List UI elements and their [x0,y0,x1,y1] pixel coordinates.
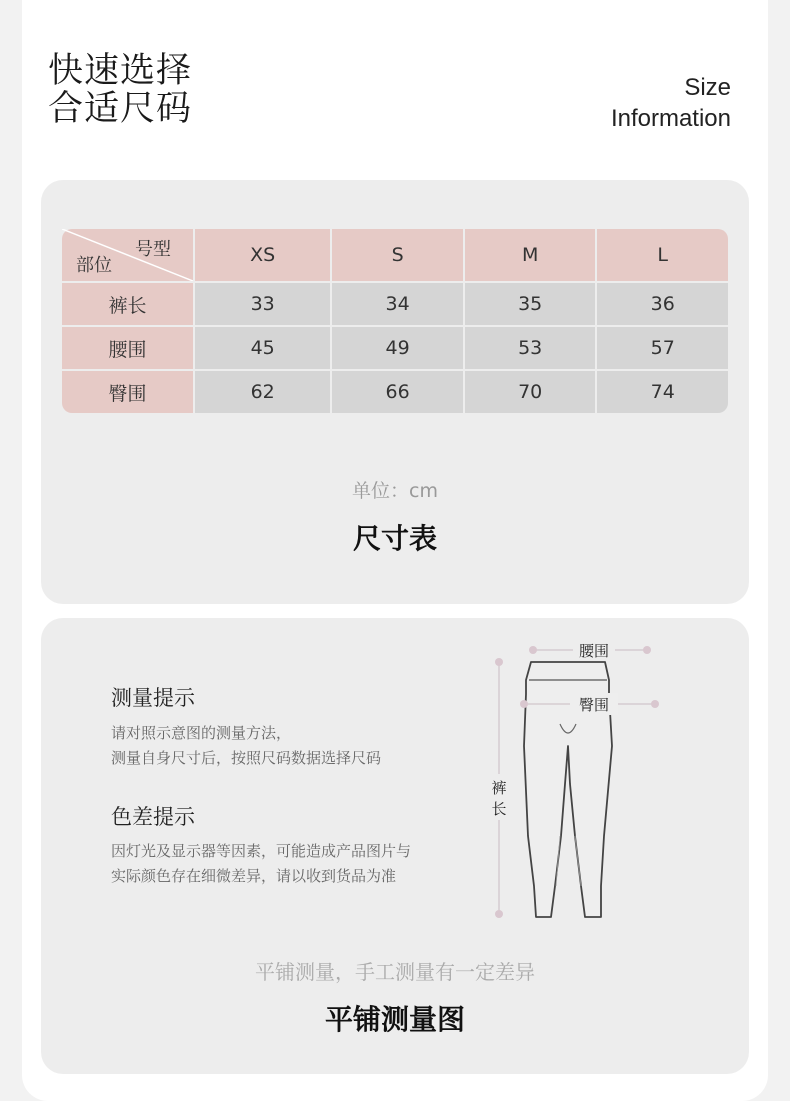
flat-measure-note: 平铺测量，手工测量有一定差异 [255,960,535,984]
color-tip-text [111,839,411,889]
table-cell: 53 [465,327,596,371]
table-row [62,283,728,327]
size-header-l: L [597,229,728,283]
color-tip-heading: 色差提示 [111,805,195,829]
row-label-waist: 腰围 [62,327,193,371]
flat-measure-title: 平铺测量图 [324,1003,465,1036]
page-title [48,52,192,128]
table-cell: 35 [465,283,596,327]
hip-dot-left [520,700,528,708]
measure-tip-line-2: 测量自身尺寸后，按照尺码数据选择尺码 [111,749,382,767]
length-dot-top [495,658,503,666]
table-cell: 36 [597,283,728,327]
length-dot-bottom [495,910,503,918]
subtitle-line-2: Information [610,105,731,132]
table-cell: 70 [465,371,596,413]
size-table-panel [41,180,749,604]
row-label-length: 裤长 [62,283,193,327]
table-cell: 66 [332,371,463,413]
table-cell: 45 [195,327,330,371]
size-header-s: S [332,229,463,283]
table-row [62,327,728,371]
measure-tip-heading: 测量提示 [111,686,195,710]
corner-cell [62,229,193,283]
waist-dot-right [643,646,651,654]
color-tip-line-2: 实际颜色存在细微差异，请以收到货品为准 [111,867,397,885]
title-line-1: 快速选择 [48,51,193,91]
length-label-2: 长 [491,800,507,818]
table-cell: 62 [195,371,330,413]
measure-tip-text [111,721,381,771]
color-tip-line-1: 因灯光及显示器等因素，可能造成产品图片与 [111,842,412,860]
measure-tip-line-1: 请对照示意图的测量方法， [111,724,292,742]
size-header-xs: XS [195,229,330,283]
leggings-diagram [481,636,681,926]
size-header-m: M [465,229,596,283]
hip-dot-right [651,700,659,708]
table-cell: 57 [597,327,728,371]
length-label-1: 裤 [491,779,507,797]
corner-part-label: 部位 [76,255,112,276]
hip-label: 臀围 [578,696,610,714]
tips-panel [41,618,749,1074]
unit-note: 单位：cm [352,480,438,502]
table-cell: 34 [332,283,463,327]
table-cell: 49 [332,327,463,371]
size-chart-title: 尺寸表 [352,522,437,555]
waist-dot-left [529,646,537,654]
table-cell: 74 [597,371,728,413]
waist-label: 腰围 [578,642,610,660]
table-row [62,371,728,413]
size-table [60,229,730,413]
subtitle-line-1: Size [684,74,731,101]
page-subtitle [611,72,731,134]
corner-size-label: 号型 [135,239,171,260]
size-header-row [62,229,728,283]
title-line-2: 合适尺码 [48,89,193,129]
row-label-hip: 臀围 [62,371,193,413]
table-cell: 33 [195,283,330,327]
